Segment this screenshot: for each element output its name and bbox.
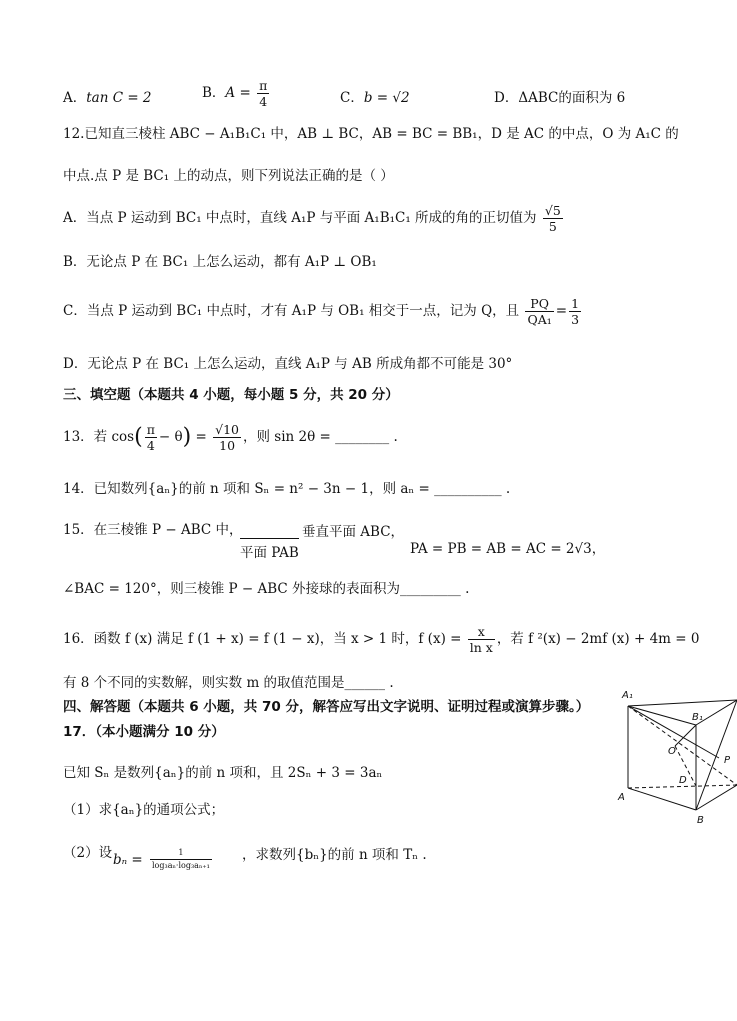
- q17-part2: [63, 843, 112, 863]
- q12-option-b: B．无论点 P 在 BC₁ 上怎么运动，都有 A₁P ⊥ OB₁: [63, 254, 377, 270]
- option-label: B．: [202, 85, 226, 101]
- q15-line2: ∠BAC = 120°，则三棱锥 P − ABC 外接球的表面积为_________ .: [63, 581, 470, 597]
- q11-option-b: [202, 78, 271, 109]
- fraction: [525, 296, 553, 327]
- label-a: A: [618, 792, 625, 803]
- q13-suffix: ，则 sin 2θ = ________ .: [243, 429, 398, 445]
- q17-part2-prefix: （2）设: [63, 845, 113, 861]
- q16-line2: 有 8 个不同的实数解，则实数 m 的取值范围是______ .: [63, 675, 394, 691]
- right-paren: ): [182, 424, 192, 450]
- option-expression: A =: [225, 85, 251, 101]
- prism-figure: [600, 680, 737, 830]
- fraction-numerator: 1: [571, 296, 580, 311]
- q13-prefix: 13．若 cos: [63, 429, 135, 445]
- q15-upper-text: 垂直平面 ABC，: [302, 524, 405, 540]
- fraction-numerator: PQ: [525, 296, 553, 312]
- label-a1: A₁: [622, 690, 633, 701]
- left-paren: (: [134, 424, 143, 450]
- q15-prefix: 15．在三棱锥 P − ABC 中，: [63, 522, 243, 538]
- fraction-denominator: QA₁: [527, 312, 552, 327]
- fraction-denominator: log₃aₙ·log₃aₙ₊₁: [152, 861, 210, 870]
- q17-bn-label: bₙ =: [113, 852, 143, 868]
- q16-text-a: 16．函数 f (x) 满足 f (1 + x) = f (1 − x)，当 x > 1 时，f (x) =: [63, 631, 462, 647]
- fraction-denominator: 4: [146, 438, 155, 453]
- label-p: P: [724, 755, 731, 766]
- q17-stem: 已知 Sₙ 是数列{aₙ}的前 n 项和，且 2Sₙ + 3 = 3aₙ: [63, 765, 383, 781]
- section-4-heading: 四、解答题（本题共 6 小题，共 70 分，解答应写出文字说明、证明过程或演算步骤。）: [63, 699, 590, 715]
- option-expression: tan C = 2: [86, 90, 152, 106]
- option-label: A．: [63, 90, 87, 106]
- q15-lower-text: 平面 PAB: [240, 538, 299, 561]
- fraction: [145, 422, 157, 453]
- fraction-numerator: 1: [150, 847, 212, 860]
- option-label: D．: [494, 90, 519, 106]
- label-o: O: [668, 746, 676, 757]
- q11-option-a: [63, 86, 152, 106]
- edge-a1-b1: [628, 706, 696, 725]
- label-b1: B₁: [692, 712, 703, 723]
- option-expression: b = √2: [363, 90, 410, 106]
- q17-part1: （1）求{aₙ}的通项公式；: [63, 802, 225, 818]
- option-text: C．当点 P 运动到 BC₁ 中点时，才有 A₁P 与 OB₁ 相交于一点，记为 Q，且: [63, 303, 520, 319]
- fraction: [468, 624, 495, 655]
- fraction-denominator: 5: [548, 219, 557, 234]
- label-d: D: [679, 775, 687, 786]
- fraction-numerator: π: [259, 78, 268, 93]
- q11-option-d: [494, 86, 625, 106]
- section-3-heading: 三、填空题（本题共 4 小题，每小题 5 分，共 20 分）: [63, 387, 399, 403]
- q12-stem-line2: 中点.点 P 是 BC₁ 上的动点，则下列说法正确的是（ ）: [63, 168, 394, 184]
- q12-option-d: D．无论点 P 在 BC₁ 上怎么运动，直线 A₁P 与 AB 所成角都不可能是 30°: [63, 356, 513, 372]
- label-b: B: [697, 815, 704, 826]
- fraction-numerator: x: [468, 624, 495, 640]
- fraction: [543, 203, 563, 234]
- option-expression: ΔABC的面积为 6: [518, 90, 626, 106]
- hidden-diagonal-a1-c: [628, 706, 737, 785]
- option-label: C．: [340, 90, 364, 106]
- edge-b-c: [696, 785, 737, 810]
- q11-option-c: [340, 86, 410, 106]
- q17-part2-suffix: ，求数列{bₙ}的前 n 项和 Tₙ .: [242, 847, 427, 863]
- fraction-denominator: 10: [219, 438, 236, 453]
- fraction: [257, 78, 269, 109]
- q13-inner-tail: − θ: [158, 429, 183, 445]
- edge-a-b: [628, 788, 696, 810]
- equals-sign: =: [195, 429, 207, 445]
- fraction: [213, 422, 241, 453]
- fraction-denominator: 3: [571, 312, 580, 327]
- q12-stem-line1: 12.已知直三棱柱 ABC − A₁B₁C₁ 中，AB ⊥ BC，AB = BC = BB₁，D 是 AC 的中点，O 为 A₁C 的: [63, 126, 679, 142]
- fraction-denominator: 4: [259, 94, 268, 109]
- fraction: [569, 296, 581, 327]
- fraction-numerator: π: [146, 422, 155, 437]
- fraction-numerator: √5: [544, 203, 561, 218]
- fraction-numerator: √10: [215, 422, 240, 437]
- q14-line: 14．已知数列{aₙ}的前 n 项和 Sₙ = n² − 3n − 1，则 aₙ = __________ .: [63, 481, 511, 497]
- fraction: [150, 847, 212, 872]
- equals-sign: =: [555, 303, 568, 319]
- q12-option-c: [63, 296, 583, 327]
- option-text: A．当点 P 运动到 BC₁ 中点时，直线 A₁P 与平面 A₁B₁C₁ 所成的角的正切值为: [63, 210, 537, 226]
- q12-option-a: [63, 203, 565, 234]
- fraction-denominator: ln x: [469, 640, 493, 655]
- q16-text-b: ，若 f ²(x) − 2mf (x) + 4m = 0: [496, 631, 700, 647]
- q17-bn-fraction: [148, 847, 214, 872]
- q13-line: [63, 422, 398, 453]
- edge-a1-c1: [628, 700, 737, 706]
- q15-conditions: PA = PB = AB = AC = 2√3，: [410, 541, 606, 557]
- q17-heading: 17．（本小题满分 10 分）: [63, 724, 225, 740]
- q15-line1: [63, 520, 243, 540]
- q16-line1: [63, 624, 699, 655]
